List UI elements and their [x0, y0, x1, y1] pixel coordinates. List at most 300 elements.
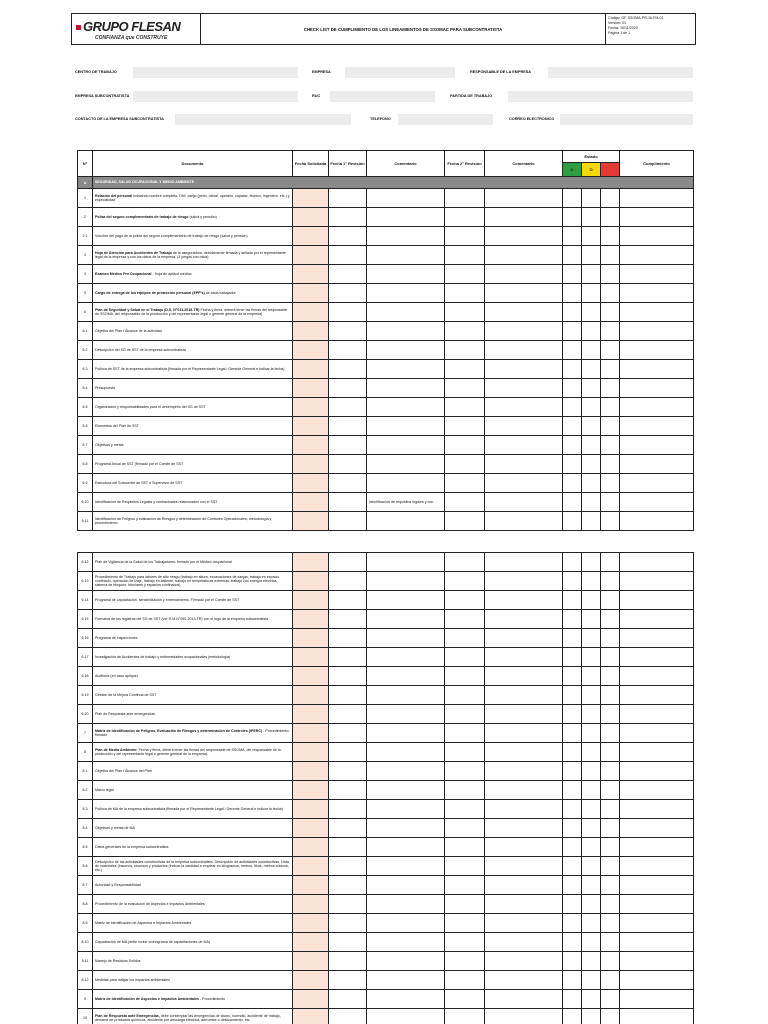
comentario-2-cell[interactable]: [485, 667, 563, 686]
estado-o-cell[interactable]: [582, 398, 601, 417]
cumplimiento-cell[interactable]: [620, 322, 694, 341]
fecha-revision-2-cell[interactable]: [445, 227, 485, 246]
estado-x-cell[interactable]: [601, 341, 620, 360]
fecha-revision-2-cell[interactable]: [445, 455, 485, 474]
estado-x-cell[interactable]: [601, 781, 620, 800]
cumplimiento-cell[interactable]: [620, 629, 694, 648]
estado-x-cell[interactable]: [601, 246, 620, 265]
cumplimiento-cell[interactable]: [620, 971, 694, 990]
estado-c-cell[interactable]: [563, 512, 582, 531]
fecha-solicitada-cell[interactable]: [293, 895, 329, 914]
fecha-solicitada-cell[interactable]: [293, 914, 329, 933]
comentario-1-cell[interactable]: [367, 914, 445, 933]
estado-x-cell[interactable]: [601, 398, 620, 417]
fecha-revision-1-cell[interactable]: [329, 876, 367, 895]
fecha-solicitada-cell[interactable]: [293, 762, 329, 781]
fecha-solicitada-cell[interactable]: [293, 474, 329, 493]
fecha-solicitada-cell[interactable]: [293, 857, 329, 876]
fecha-revision-1-cell[interactable]: [329, 610, 367, 629]
estado-c-cell[interactable]: [563, 610, 582, 629]
estado-x-cell[interactable]: [601, 610, 620, 629]
comentario-2-cell[interactable]: [485, 610, 563, 629]
fecha-revision-2-cell[interactable]: [445, 952, 485, 971]
estado-x-cell[interactable]: [601, 436, 620, 455]
cumplimiento-cell[interactable]: [620, 762, 694, 781]
fecha-revision-2-cell[interactable]: [445, 762, 485, 781]
fecha-revision-2-cell[interactable]: [445, 990, 485, 1009]
estado-o-cell[interactable]: [582, 800, 601, 819]
field-correo[interactable]: [560, 114, 693, 125]
estado-o-cell[interactable]: [582, 933, 601, 952]
fecha-solicitada-cell[interactable]: [293, 1009, 329, 1024]
estado-o-cell[interactable]: [582, 857, 601, 876]
fecha-solicitada-cell[interactable]: [293, 322, 329, 341]
estado-c-cell[interactable]: [563, 360, 582, 379]
cumplimiento-cell[interactable]: [620, 265, 694, 284]
comentario-2-cell[interactable]: [485, 553, 563, 572]
estado-x-cell[interactable]: [601, 971, 620, 990]
estado-o-cell[interactable]: [582, 493, 601, 512]
field-responsable[interactable]: [548, 67, 693, 78]
estado-o-cell[interactable]: [582, 360, 601, 379]
fecha-solicitada-cell[interactable]: [293, 648, 329, 667]
fecha-revision-1-cell[interactable]: [329, 781, 367, 800]
estado-x-cell[interactable]: [601, 553, 620, 572]
estado-x-cell[interactable]: [601, 572, 620, 591]
estado-o-cell[interactable]: [582, 876, 601, 895]
comentario-1-cell[interactable]: [367, 667, 445, 686]
comentario-1-cell[interactable]: [367, 876, 445, 895]
cumplimiento-cell[interactable]: [620, 1009, 694, 1024]
cumplimiento-cell[interactable]: [620, 341, 694, 360]
fecha-revision-1-cell[interactable]: [329, 705, 367, 724]
estado-x-cell[interactable]: [601, 743, 620, 762]
comentario-2-cell[interactable]: [485, 265, 563, 284]
comentario-2-cell[interactable]: [485, 360, 563, 379]
estado-o-cell[interactable]: [582, 572, 601, 591]
estado-o-cell[interactable]: [582, 610, 601, 629]
estado-c-cell[interactable]: [563, 705, 582, 724]
fecha-revision-1-cell[interactable]: [329, 493, 367, 512]
comentario-2-cell[interactable]: [485, 493, 563, 512]
fecha-revision-2-cell[interactable]: [445, 572, 485, 591]
fecha-solicitada-cell[interactable]: [293, 189, 329, 208]
cumplimiento-cell[interactable]: [620, 781, 694, 800]
estado-c-cell[interactable]: [563, 857, 582, 876]
fecha-revision-1-cell[interactable]: [329, 952, 367, 971]
cumplimiento-cell[interactable]: [620, 895, 694, 914]
fecha-revision-1-cell[interactable]: [329, 819, 367, 838]
estado-x-cell[interactable]: [601, 265, 620, 284]
estado-c-cell[interactable]: [563, 189, 582, 208]
comentario-1-cell[interactable]: [367, 857, 445, 876]
estado-c-cell[interactable]: [563, 800, 582, 819]
cumplimiento-cell[interactable]: [620, 284, 694, 303]
comentario-2-cell[interactable]: [485, 800, 563, 819]
fecha-revision-1-cell[interactable]: [329, 1009, 367, 1024]
fecha-revision-2-cell[interactable]: [445, 971, 485, 990]
estado-x-cell[interactable]: [601, 762, 620, 781]
estado-x-cell[interactable]: [601, 819, 620, 838]
estado-c-cell[interactable]: [563, 971, 582, 990]
estado-c-cell[interactable]: [563, 724, 582, 743]
estado-c-cell[interactable]: [563, 417, 582, 436]
cumplimiento-cell[interactable]: [620, 914, 694, 933]
comentario-2-cell[interactable]: [485, 1009, 563, 1024]
field-centro[interactable]: [133, 67, 298, 78]
fecha-revision-1-cell[interactable]: [329, 572, 367, 591]
estado-o-cell[interactable]: [582, 553, 601, 572]
fecha-solicitada-cell[interactable]: [293, 629, 329, 648]
estado-o-cell[interactable]: [582, 819, 601, 838]
estado-c-cell[interactable]: [563, 952, 582, 971]
comentario-1-cell[interactable]: [367, 933, 445, 952]
fecha-solicitada-cell[interactable]: [293, 971, 329, 990]
fecha-revision-1-cell[interactable]: [329, 208, 367, 227]
comentario-1-cell[interactable]: [367, 1009, 445, 1024]
cumplimiento-cell[interactable]: [620, 838, 694, 857]
comentario-2-cell[interactable]: [485, 208, 563, 227]
fecha-solicitada-cell[interactable]: [293, 303, 329, 322]
estado-o-cell[interactable]: [582, 417, 601, 436]
fecha-revision-2-cell[interactable]: [445, 474, 485, 493]
comentario-2-cell[interactable]: [485, 895, 563, 914]
cumplimiento-cell[interactable]: [620, 648, 694, 667]
fecha-revision-2-cell[interactable]: [445, 436, 485, 455]
estado-x-cell[interactable]: [601, 914, 620, 933]
fecha-revision-2-cell[interactable]: [445, 876, 485, 895]
fecha-revision-1-cell[interactable]: [329, 762, 367, 781]
fecha-solicitada-cell[interactable]: [293, 227, 329, 246]
estado-o-cell[interactable]: [582, 990, 601, 1009]
fecha-solicitada-cell[interactable]: [293, 360, 329, 379]
cumplimiento-cell[interactable]: [620, 610, 694, 629]
estado-x-cell[interactable]: [601, 648, 620, 667]
estado-o-cell[interactable]: [582, 781, 601, 800]
comentario-1-cell[interactable]: [367, 227, 445, 246]
estado-o-cell[interactable]: [582, 705, 601, 724]
fecha-revision-2-cell[interactable]: [445, 933, 485, 952]
cumplimiento-cell[interactable]: [620, 512, 694, 531]
fecha-solicitada-cell[interactable]: [293, 572, 329, 591]
estado-x-cell[interactable]: [601, 857, 620, 876]
estado-c-cell[interactable]: [563, 895, 582, 914]
estado-o-cell[interactable]: [582, 341, 601, 360]
cumplimiento-cell[interactable]: [620, 455, 694, 474]
comentario-2-cell[interactable]: [485, 436, 563, 455]
comentario-2-cell[interactable]: [485, 781, 563, 800]
estado-o-cell[interactable]: [582, 762, 601, 781]
comentario-1-cell[interactable]: [367, 591, 445, 610]
estado-x-cell[interactable]: [601, 952, 620, 971]
cumplimiento-cell[interactable]: [620, 743, 694, 762]
comentario-2-cell[interactable]: [485, 455, 563, 474]
comentario-1-cell[interactable]: [367, 895, 445, 914]
estado-x-cell[interactable]: [601, 591, 620, 610]
cumplimiento-cell[interactable]: [620, 474, 694, 493]
comentario-2-cell[interactable]: [485, 227, 563, 246]
estado-o-cell[interactable]: [582, 591, 601, 610]
comentario-1-cell[interactable]: [367, 610, 445, 629]
fecha-solicitada-cell[interactable]: [293, 417, 329, 436]
estado-c-cell[interactable]: [563, 227, 582, 246]
estado-x-cell[interactable]: [601, 379, 620, 398]
estado-o-cell[interactable]: [582, 512, 601, 531]
estado-o-cell[interactable]: [582, 895, 601, 914]
comentario-2-cell[interactable]: [485, 246, 563, 265]
estado-o-cell[interactable]: [582, 914, 601, 933]
fecha-solicitada-cell[interactable]: [293, 493, 329, 512]
fecha-solicitada-cell[interactable]: [293, 398, 329, 417]
estado-o-cell[interactable]: [582, 322, 601, 341]
estado-c-cell[interactable]: [563, 591, 582, 610]
estado-x-cell[interactable]: [601, 322, 620, 341]
comentario-1-cell[interactable]: [367, 284, 445, 303]
estado-x-cell[interactable]: [601, 227, 620, 246]
fecha-revision-2-cell[interactable]: [445, 838, 485, 857]
field-contacto[interactable]: [175, 114, 351, 125]
fecha-revision-2-cell[interactable]: [445, 265, 485, 284]
fecha-revision-1-cell[interactable]: [329, 246, 367, 265]
cumplimiento-cell[interactable]: [620, 398, 694, 417]
estado-o-cell[interactable]: [582, 303, 601, 322]
comentario-2-cell[interactable]: [485, 591, 563, 610]
comentario-1-cell[interactable]: [367, 379, 445, 398]
fecha-revision-1-cell[interactable]: [329, 265, 367, 284]
estado-c-cell[interactable]: [563, 572, 582, 591]
estado-c-cell[interactable]: [563, 648, 582, 667]
comentario-1-cell[interactable]: [367, 553, 445, 572]
estado-c-cell[interactable]: [563, 743, 582, 762]
estado-c-cell[interactable]: [563, 246, 582, 265]
cumplimiento-cell[interactable]: [620, 553, 694, 572]
fecha-solicitada-cell[interactable]: [293, 838, 329, 857]
fecha-revision-2-cell[interactable]: [445, 705, 485, 724]
estado-x-cell[interactable]: [601, 303, 620, 322]
fecha-revision-2-cell[interactable]: [445, 914, 485, 933]
estado-o-cell[interactable]: [582, 436, 601, 455]
fecha-revision-1-cell[interactable]: [329, 800, 367, 819]
fecha-solicitada-cell[interactable]: [293, 724, 329, 743]
comentario-2-cell[interactable]: [485, 724, 563, 743]
estado-c-cell[interactable]: [563, 686, 582, 705]
estado-x-cell[interactable]: [601, 876, 620, 895]
estado-c-cell[interactable]: [563, 436, 582, 455]
estado-o-cell[interactable]: [582, 1009, 601, 1024]
cumplimiento-cell[interactable]: [620, 591, 694, 610]
fecha-revision-2-cell[interactable]: [445, 819, 485, 838]
comentario-1-cell[interactable]: [367, 398, 445, 417]
comentario-1-cell[interactable]: [367, 838, 445, 857]
estado-x-cell[interactable]: [601, 667, 620, 686]
fecha-revision-2-cell[interactable]: [445, 398, 485, 417]
fecha-revision-1-cell[interactable]: [329, 417, 367, 436]
fecha-solicitada-cell[interactable]: [293, 553, 329, 572]
cumplimiento-cell[interactable]: [620, 952, 694, 971]
comentario-1-cell[interactable]: [367, 629, 445, 648]
comentario-1-cell[interactable]: [367, 743, 445, 762]
comentario-2-cell[interactable]: [485, 189, 563, 208]
cumplimiento-cell[interactable]: [620, 933, 694, 952]
comentario-2-cell[interactable]: [485, 857, 563, 876]
comentario-1-cell[interactable]: [367, 512, 445, 531]
estado-o-cell[interactable]: [582, 379, 601, 398]
fecha-revision-1-cell[interactable]: [329, 667, 367, 686]
estado-x-cell[interactable]: [601, 990, 620, 1009]
fecha-solicitada-cell[interactable]: [293, 743, 329, 762]
fecha-revision-2-cell[interactable]: [445, 360, 485, 379]
fecha-revision-1-cell[interactable]: [329, 455, 367, 474]
estado-x-cell[interactable]: [601, 705, 620, 724]
fecha-revision-1-cell[interactable]: [329, 724, 367, 743]
comentario-1-cell[interactable]: [367, 246, 445, 265]
fecha-revision-1-cell[interactable]: [329, 553, 367, 572]
cumplimiento-cell[interactable]: [620, 686, 694, 705]
estado-x-cell[interactable]: [601, 474, 620, 493]
fecha-solicitada-cell[interactable]: [293, 800, 329, 819]
comentario-2-cell[interactable]: [485, 398, 563, 417]
comentario-1-cell[interactable]: [367, 762, 445, 781]
comentario-1-cell[interactable]: [367, 436, 445, 455]
estado-o-cell[interactable]: [582, 743, 601, 762]
estado-x-cell[interactable]: [601, 629, 620, 648]
fecha-revision-2-cell[interactable]: [445, 629, 485, 648]
fecha-revision-1-cell[interactable]: [329, 360, 367, 379]
estado-x-cell[interactable]: [601, 724, 620, 743]
field-telefono[interactable]: [398, 114, 493, 125]
estado-c-cell[interactable]: [563, 629, 582, 648]
fecha-revision-1-cell[interactable]: [329, 341, 367, 360]
fecha-revision-1-cell[interactable]: [329, 857, 367, 876]
estado-c-cell[interactable]: [563, 303, 582, 322]
fecha-revision-2-cell[interactable]: [445, 246, 485, 265]
comentario-2-cell[interactable]: [485, 474, 563, 493]
cumplimiento-cell[interactable]: [620, 303, 694, 322]
comentario-2-cell[interactable]: [485, 819, 563, 838]
fecha-solicitada-cell[interactable]: [293, 610, 329, 629]
comentario-2-cell[interactable]: [485, 686, 563, 705]
estado-o-cell[interactable]: [582, 265, 601, 284]
cumplimiento-cell[interactable]: [620, 857, 694, 876]
fecha-solicitada-cell[interactable]: [293, 667, 329, 686]
comentario-2-cell[interactable]: [485, 284, 563, 303]
fecha-solicitada-cell[interactable]: [293, 933, 329, 952]
comentario-1-cell[interactable]: [367, 952, 445, 971]
comentario-1-cell[interactable]: [367, 971, 445, 990]
fecha-solicitada-cell[interactable]: [293, 455, 329, 474]
comentario-2-cell[interactable]: [485, 648, 563, 667]
estado-c-cell[interactable]: [563, 474, 582, 493]
comentario-2-cell[interactable]: [485, 838, 563, 857]
fecha-revision-1-cell[interactable]: [329, 436, 367, 455]
estado-x-cell[interactable]: [601, 686, 620, 705]
comentario-1-cell[interactable]: [367, 572, 445, 591]
fecha-revision-2-cell[interactable]: [445, 303, 485, 322]
fecha-revision-1-cell[interactable]: [329, 284, 367, 303]
fecha-revision-2-cell[interactable]: [445, 417, 485, 436]
estado-o-cell[interactable]: [582, 971, 601, 990]
estado-c-cell[interactable]: [563, 455, 582, 474]
estado-o-cell[interactable]: [582, 686, 601, 705]
estado-c-cell[interactable]: [563, 667, 582, 686]
estado-c-cell[interactable]: [563, 379, 582, 398]
estado-x-cell[interactable]: [601, 1009, 620, 1024]
cumplimiento-cell[interactable]: [620, 876, 694, 895]
fecha-revision-1-cell[interactable]: [329, 648, 367, 667]
comentario-1-cell[interactable]: [367, 686, 445, 705]
fecha-revision-1-cell[interactable]: [329, 686, 367, 705]
fecha-revision-2-cell[interactable]: [445, 800, 485, 819]
comentario-2-cell[interactable]: [485, 629, 563, 648]
comentario-1-cell[interactable]: [367, 990, 445, 1009]
fecha-solicitada-cell[interactable]: [293, 265, 329, 284]
fecha-solicitada-cell[interactable]: [293, 436, 329, 455]
fecha-revision-2-cell[interactable]: [445, 284, 485, 303]
comentario-1-cell[interactable]: [367, 341, 445, 360]
estado-x-cell[interactable]: [601, 512, 620, 531]
estado-c-cell[interactable]: [563, 265, 582, 284]
fecha-revision-1-cell[interactable]: [329, 933, 367, 952]
fecha-revision-2-cell[interactable]: [445, 610, 485, 629]
fecha-solicitada-cell[interactable]: [293, 705, 329, 724]
fecha-revision-1-cell[interactable]: [329, 971, 367, 990]
cumplimiento-cell[interactable]: [620, 819, 694, 838]
estado-o-cell[interactable]: [582, 952, 601, 971]
estado-o-cell[interactable]: [582, 227, 601, 246]
comentario-1-cell[interactable]: [367, 474, 445, 493]
estado-c-cell[interactable]: [563, 341, 582, 360]
cumplimiento-cell[interactable]: [620, 705, 694, 724]
estado-o-cell[interactable]: [582, 246, 601, 265]
fecha-revision-2-cell[interactable]: [445, 322, 485, 341]
fecha-revision-1-cell[interactable]: [329, 322, 367, 341]
estado-o-cell[interactable]: [582, 189, 601, 208]
fecha-revision-2-cell[interactable]: [445, 189, 485, 208]
comentario-1-cell[interactable]: [367, 360, 445, 379]
fecha-revision-2-cell[interactable]: [445, 686, 485, 705]
estado-x-cell[interactable]: [601, 189, 620, 208]
cumplimiento-cell[interactable]: [620, 227, 694, 246]
estado-o-cell[interactable]: [582, 648, 601, 667]
estado-c-cell[interactable]: [563, 322, 582, 341]
comentario-2-cell[interactable]: [485, 512, 563, 531]
estado-x-cell[interactable]: [601, 493, 620, 512]
estado-x-cell[interactable]: [601, 417, 620, 436]
field-empresa[interactable]: [345, 67, 455, 78]
fecha-solicitada-cell[interactable]: [293, 781, 329, 800]
field-partida[interactable]: [508, 91, 693, 102]
fecha-revision-1-cell[interactable]: [329, 914, 367, 933]
fecha-revision-2-cell[interactable]: [445, 341, 485, 360]
field-ruc[interactable]: [330, 91, 435, 102]
estado-x-cell[interactable]: [601, 284, 620, 303]
estado-c-cell[interactable]: [563, 762, 582, 781]
fecha-revision-1-cell[interactable]: [329, 379, 367, 398]
comentario-1-cell[interactable]: [367, 648, 445, 667]
fecha-revision-1-cell[interactable]: [329, 895, 367, 914]
comentario-2-cell[interactable]: [485, 417, 563, 436]
estado-c-cell[interactable]: [563, 819, 582, 838]
fecha-solicitada-cell[interactable]: [293, 246, 329, 265]
comentario-1-cell[interactable]: [367, 303, 445, 322]
fecha-revision-1-cell[interactable]: [329, 227, 367, 246]
fecha-revision-2-cell[interactable]: [445, 512, 485, 531]
fecha-revision-2-cell[interactable]: [445, 667, 485, 686]
cumplimiento-cell[interactable]: [620, 246, 694, 265]
estado-c-cell[interactable]: [563, 838, 582, 857]
estado-o-cell[interactable]: [582, 208, 601, 227]
fecha-solicitada-cell[interactable]: [293, 341, 329, 360]
